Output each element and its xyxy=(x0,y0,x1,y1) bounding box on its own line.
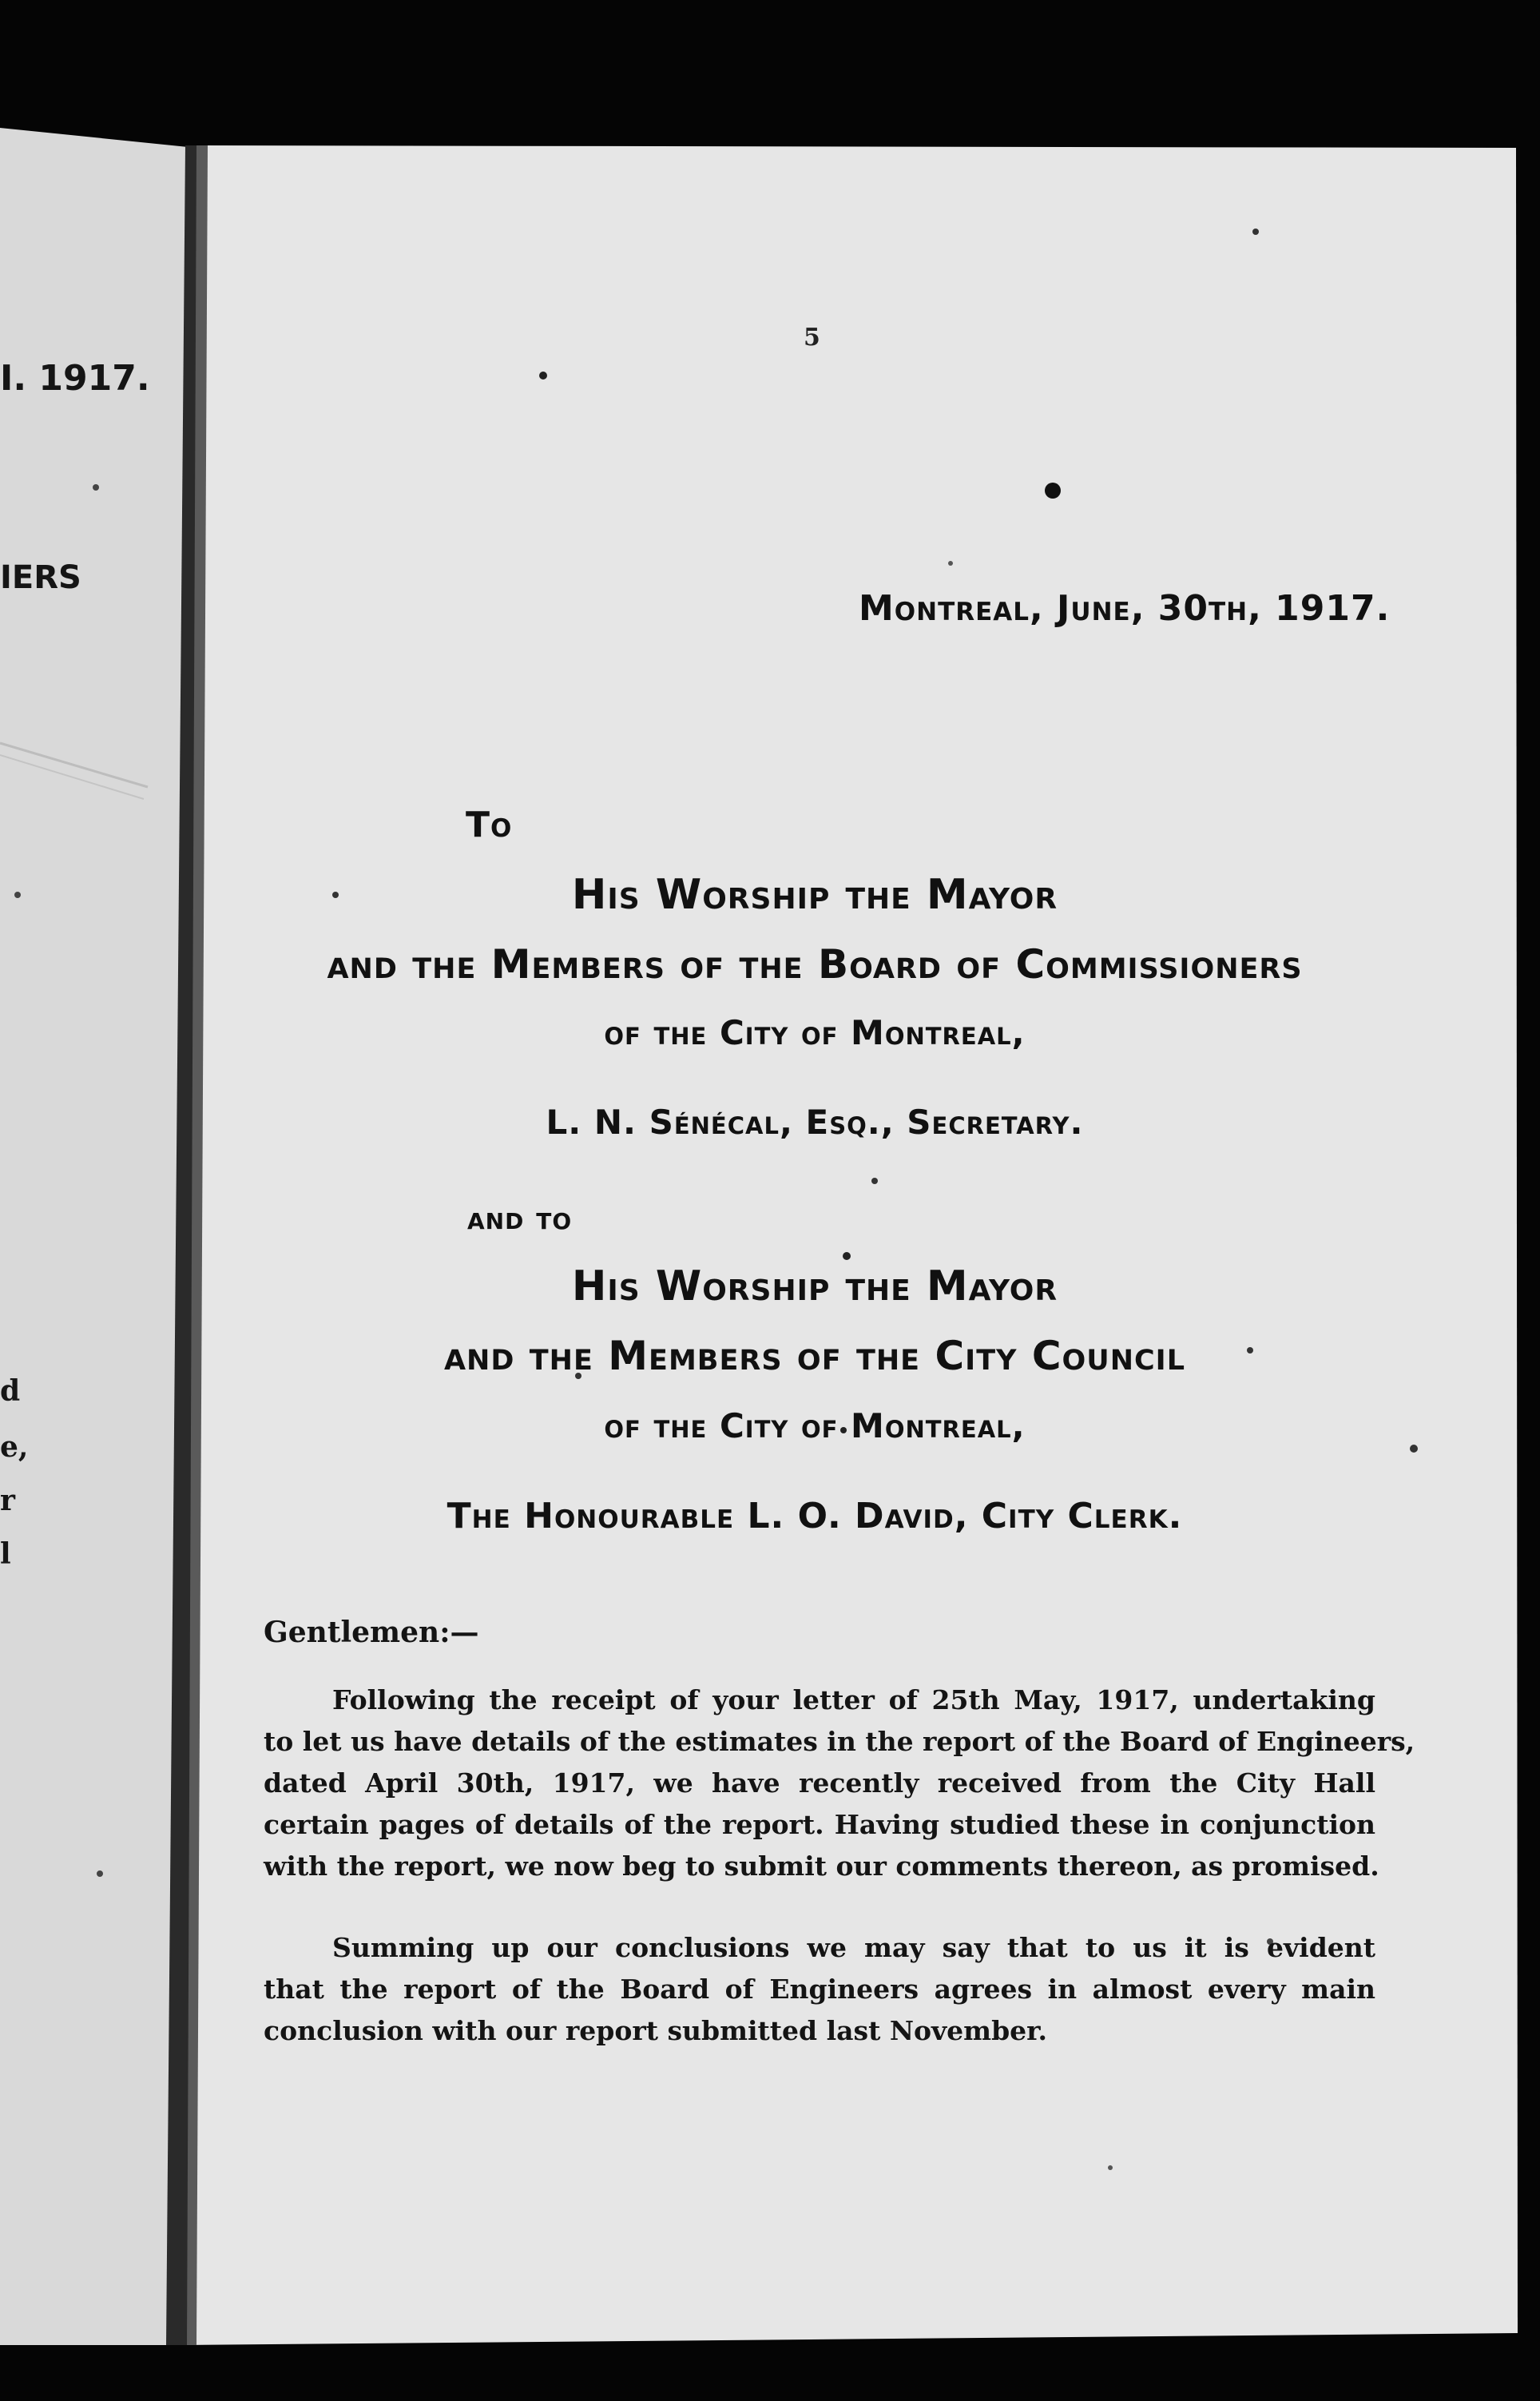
salutation: Gentlemen:— xyxy=(264,1616,479,1649)
paragraph-line: certain pages of details of the report. Having studied these in conjunction xyxy=(264,1809,1375,1840)
paragraph-line: conclusion with our report submitted last November. xyxy=(264,2015,1048,2046)
paragraph-2 xyxy=(264,1927,1375,2052)
address-commissioners-line: and the Members of the Board of Commissioners xyxy=(327,941,1303,988)
left-page-letter: d xyxy=(0,1374,21,1408)
address-city-line-2: of the City of Montreal, xyxy=(604,1406,1026,1445)
address-and-to: and to xyxy=(467,1200,573,1237)
left-page-letter: r xyxy=(0,1484,15,1517)
dateline: Montreal, June, 30th, 1917. xyxy=(859,588,1391,629)
address-secretary-line: L. N. Sénécal, Esq., Secretary. xyxy=(546,1103,1084,1142)
address-mayor-line-2: His Worship the Mayor xyxy=(571,1262,1058,1310)
left-page-header-fragment: IERS xyxy=(0,559,81,596)
address-council-line: and the Members of the City Council xyxy=(443,1333,1186,1379)
paragraph-line: dated April 30th, 1917, we have recently received from the City Hall xyxy=(264,1767,1375,1799)
address-city-line: of the City of Montreal, xyxy=(604,1013,1026,1052)
paragraph-line: Following the receipt of your letter of 25th May, 1917, undertaking xyxy=(332,1684,1375,1715)
left-page-letter: l xyxy=(0,1537,11,1571)
address-mayor-line: His Worship the Mayor xyxy=(571,871,1058,919)
left-page-date-fragment: I. 1917. xyxy=(0,358,150,399)
left-page-letter: e, xyxy=(0,1430,29,1464)
page-number: 5 xyxy=(804,324,820,352)
paragraph-line: that the report of the Board of Engineers agrees in almost every main xyxy=(264,1974,1375,2005)
paragraph-line: to let us have details of the estimates in the report of the Board of Engineers, xyxy=(264,1726,1415,1757)
address-city-clerk-line: The Honourable L. O. David, City Clerk. xyxy=(447,1496,1183,1536)
address-to: To xyxy=(466,805,513,845)
paragraph-1 xyxy=(264,1680,1415,1887)
paragraph-line: with the report, we now beg to submit our comments thereon, as promised. xyxy=(264,1850,1379,1882)
paragraph-line: Summing up our conclusions we may say that to us it is evident xyxy=(332,1932,1375,1963)
left-page xyxy=(0,128,196,2345)
